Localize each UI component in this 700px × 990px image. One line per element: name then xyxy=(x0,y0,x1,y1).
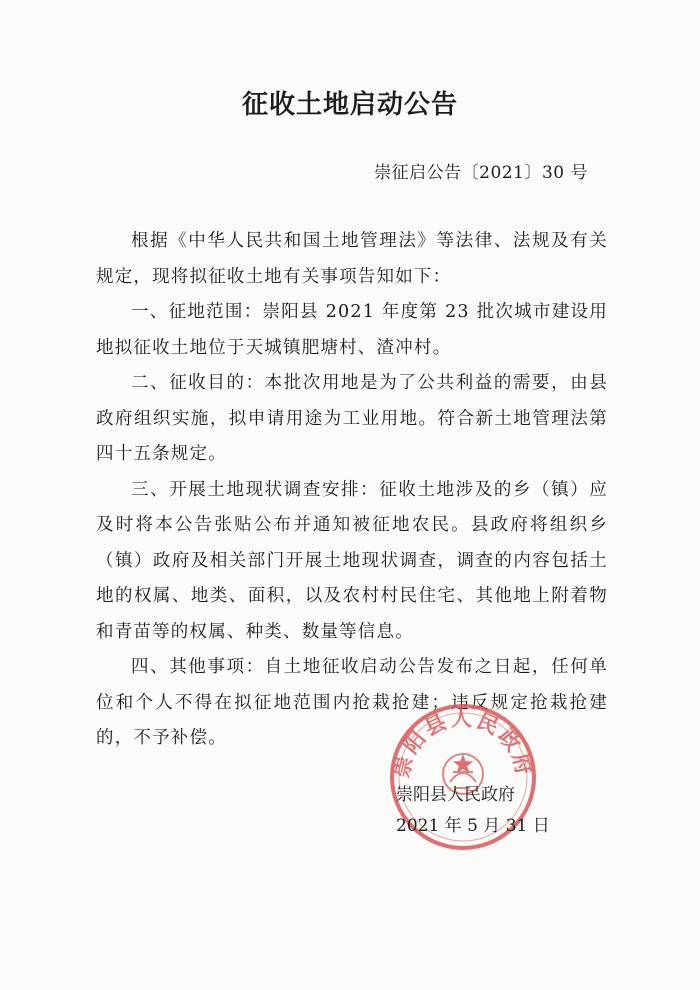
document-number: 崇征启公告〔2021〕30 号 xyxy=(374,163,588,183)
paragraph-other: 四、其他事项：自土地征收启动公告发布之日起，任何单位和个人不得在拟征地范围内抢栽抢建；违反规定抢栽抢建的，不予补偿。 xyxy=(96,657,608,748)
seal-lettering: 崇阳县人民政府 xyxy=(389,706,537,780)
signature-block xyxy=(396,780,550,842)
seal-star-icon xyxy=(453,754,473,773)
paragraph-survey: 三、开展土地现状调查安排：征收土地涉及的乡（镇）应及时将本公告张贴公布并通知被征地农民。县政府将组织乡（镇）政府及相关部门开展土地现状调查，调查的内容包括土地的权属、地类、面积，以及农村村民住宅、其他地上附着物和青苗等的权属、种类、数量等信息。 xyxy=(96,479,608,642)
document-body xyxy=(96,224,608,757)
issuer-name: 崇阳县人民政府 xyxy=(396,785,515,805)
paragraph-purpose: 二、征收目的：本批次用地是为了公共利益的需要，由县政府组织实施，拟申请用途为工业用地。符合新土地管理法第四十五条规定。 xyxy=(96,373,608,464)
paragraph-intro: 根据《中华人民共和国土地管理法》等法律、法规及有关规定，现将拟征收土地有关事项告知如下： xyxy=(96,231,608,287)
document-title: 征收土地启动公告 xyxy=(241,90,458,120)
issue-date: 2021 年 5 月 31 日 xyxy=(396,816,550,836)
paragraph-scope: 一、征地范围：崇阳县 2021 年度第 23 批次城市建设用地拟征收土地位于天城镇肥塘村、渣冲村。 xyxy=(96,302,608,358)
